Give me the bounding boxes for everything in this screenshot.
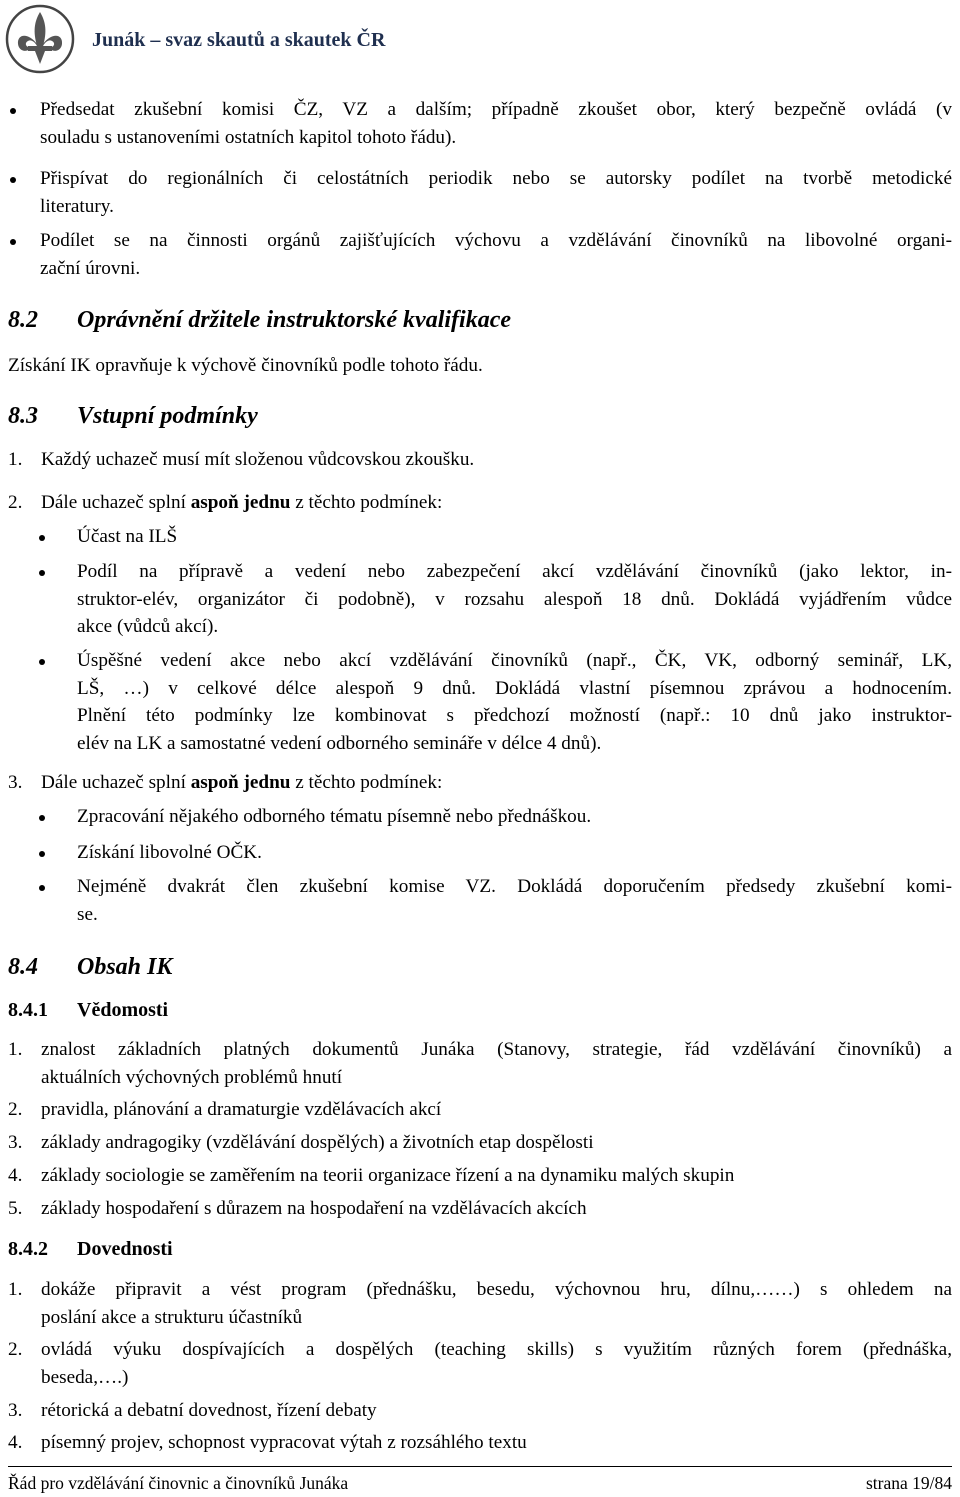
bullet-marker bbox=[39, 659, 45, 665]
text-line: poslání akce a strukturu účastníků bbox=[41, 1306, 303, 1328]
text-line: elév na LK a samostatné vedení odborného semináře v délce 4 dnů). bbox=[77, 732, 602, 754]
text-run: z těchto podmínek: bbox=[290, 492, 443, 513]
text-line: pravidla, plánování a dramaturgie vzdělávacích akcí bbox=[41, 1099, 442, 1120]
text-line: se. bbox=[77, 903, 98, 925]
list-number: 3. bbox=[8, 1132, 23, 1153]
footer-document-title: Řád pro vzdělávání činovnic a činovníků Junáka bbox=[8, 1473, 349, 1493]
footer-page-number: strana 19/84 bbox=[865, 1473, 952, 1493]
text-line: Každý uchazeč musí mít složenou vůdcovskou zkoušku. bbox=[41, 449, 475, 470]
sub-bullet-item bbox=[77, 803, 952, 831]
section-number: 8.4 bbox=[8, 954, 38, 980]
footer-divider bbox=[8, 1466, 952, 1467]
organization-name: Junák – svaz skautů a skautek ČR bbox=[92, 29, 386, 51]
text-line: písemný projev, schopnost vypracovat výtah z rozsáhlého textu bbox=[41, 1432, 527, 1453]
text-line: Zpracování nějakého odborného tématu písemně nebo přednáškou. bbox=[77, 806, 592, 827]
list-item bbox=[41, 1195, 952, 1223]
text-line: Přispívat do regionálních či celostátních periodik nebo se autorsky podílet na tvorbě metodické bbox=[40, 168, 952, 189]
list-item bbox=[41, 1036, 952, 1091]
list-number: 1. bbox=[8, 449, 23, 470]
text-line: LŠ, …) v celkové délce alespoň 9 dnů. Dokládá vlastní písemnou zprávou a hodnocením. bbox=[77, 677, 952, 699]
text-run: Dále uchazeč splní bbox=[41, 492, 191, 513]
text-line: Získání libovolné OČK. bbox=[77, 842, 262, 863]
bullet-item bbox=[40, 227, 952, 282]
list-item bbox=[41, 1429, 952, 1457]
sub-bullet-item bbox=[77, 647, 952, 757]
list-number: 3. bbox=[8, 1400, 23, 1421]
text-line bbox=[41, 489, 952, 517]
sub-bullet-item bbox=[77, 839, 952, 867]
text-line: souladu s ustanoveními ostatních kapitol tohoto řádu). bbox=[40, 126, 457, 148]
text-line: ovládá výuku dospívajících a dospělých (teaching skills) s využitím různých forem (přednáška, bbox=[41, 1339, 952, 1360]
text-line: Získání IK opravňuje k výchově činovníků podle tohoto řádu. bbox=[8, 355, 483, 376]
text-line: základy andragogiky (vzdělávání dospělých) a životních etap dospělosti bbox=[41, 1132, 594, 1153]
subsection-title: Vědomosti bbox=[77, 999, 169, 1021]
subsection-title: Dovednosti bbox=[77, 1238, 173, 1260]
text-line: dokáže připravit a vést program (přednášku, besedu, výchovnou hru, dílnu,……) s ohledem na bbox=[41, 1279, 952, 1300]
bullet-item bbox=[40, 96, 952, 151]
text-line: Podíl na přípravě a vedení nebo zabezpečení akcí vzdělávání činovníků (jako lektor, in- bbox=[77, 561, 952, 582]
bullet-marker bbox=[39, 885, 45, 891]
emphasis-text: aspoň jednu bbox=[190, 492, 291, 513]
text-line: základy sociologie se zaměřením na teorii organizace řízení a na dynamiku malých skupin bbox=[41, 1165, 735, 1186]
bullet-marker bbox=[39, 815, 45, 821]
text-line: beseda,….) bbox=[41, 1366, 129, 1388]
list-item bbox=[41, 1129, 952, 1157]
section-number: 8.2 bbox=[8, 307, 38, 333]
list-item bbox=[41, 1397, 952, 1425]
section-title: Obsah IK bbox=[77, 954, 173, 980]
emphasis-text: aspoň jednu bbox=[190, 772, 291, 793]
list-number: 4. bbox=[8, 1165, 23, 1186]
subsection-number: 8.4.1 bbox=[8, 999, 48, 1021]
list-item bbox=[41, 1276, 952, 1331]
list-number: 5. bbox=[8, 1198, 23, 1219]
section-title: Oprávnění držitele instruktorské kvalifikace bbox=[77, 307, 511, 333]
text-line: Plnění této podmínky lze kombinovat s předchozí možností (např.: 10 dnů jako instruktor- bbox=[77, 705, 952, 726]
list-number: 1. bbox=[8, 1039, 23, 1060]
text-line: Úspěšné vedení akce nebo akcí vzdělávání činovníků (např., ČK, VK, odborný seminář, LK, bbox=[77, 650, 952, 671]
text-line: akce (vůdců akcí). bbox=[77, 616, 219, 637]
text-line: znalost základních platných dokumentů Junáka (Stanovy, strategie, řád vzdělávání činovníků) a bbox=[41, 1039, 952, 1060]
bullet-marker bbox=[39, 535, 45, 541]
sub-bullet-item bbox=[77, 873, 952, 928]
text-line: aktuálních výchovných problémů hnutí bbox=[41, 1066, 343, 1088]
text-line: Předsedat zkušební komisi ČZ, VZ a dalším; případně zkoušet obor, který bezpečně ovládá (v bbox=[40, 99, 952, 120]
text-run: z těchto podmínek: bbox=[290, 772, 443, 793]
list-item bbox=[41, 769, 952, 797]
list-number: 1. bbox=[8, 1279, 23, 1300]
text-line: Podílet se na činnosti orgánů zajišťujících výchovu a vzdělávání činovníků na libovolné organi- bbox=[40, 230, 952, 251]
section-number: 8.3 bbox=[8, 403, 38, 429]
sub-bullet-item bbox=[77, 523, 952, 551]
sub-bullet-item bbox=[77, 558, 952, 641]
text-line: struktor-elév, organizátor či podobně), v rozsahu alespoň 18 dnů. Dokládá vyjádřením vůdce bbox=[77, 588, 952, 610]
bullet-item bbox=[40, 165, 952, 220]
text-line: literatury. bbox=[40, 195, 114, 217]
text-line: Účast na ILŠ bbox=[77, 526, 178, 547]
bullet-marker bbox=[39, 851, 45, 857]
bullet-marker bbox=[10, 239, 16, 245]
junak-logo bbox=[4, 2, 76, 74]
text-line: zační úrovni. bbox=[40, 257, 141, 279]
paragraph bbox=[8, 352, 952, 380]
section-title: Vstupní podmínky bbox=[77, 403, 258, 429]
list-number: 3. bbox=[8, 772, 23, 793]
bullet-marker bbox=[10, 177, 16, 183]
list-number: 2. bbox=[8, 1339, 23, 1360]
list-item bbox=[41, 1096, 952, 1124]
text-line: rétorická a debatní dovednost, řízení debaty bbox=[41, 1400, 377, 1421]
list-number: 4. bbox=[8, 1432, 23, 1453]
subsection-number: 8.4.2 bbox=[8, 1238, 48, 1260]
bullet-marker bbox=[39, 570, 45, 576]
text-run: Dále uchazeč splní bbox=[41, 772, 191, 793]
list-item bbox=[41, 446, 952, 474]
list-number: 2. bbox=[8, 1099, 23, 1120]
text-line: Nejméně dvakrát člen zkušební komise VZ. Dokládá doporučením předsedy zkušební komi- bbox=[77, 876, 952, 897]
bullet-marker bbox=[10, 108, 16, 114]
text-line: základy hospodaření s důrazem na hospodaření na vzdělávacích akcích bbox=[41, 1198, 587, 1219]
list-item bbox=[41, 1336, 952, 1391]
list-item bbox=[41, 489, 952, 517]
text-line bbox=[41, 769, 952, 797]
list-item bbox=[41, 1162, 952, 1190]
list-number: 2. bbox=[8, 492, 23, 513]
